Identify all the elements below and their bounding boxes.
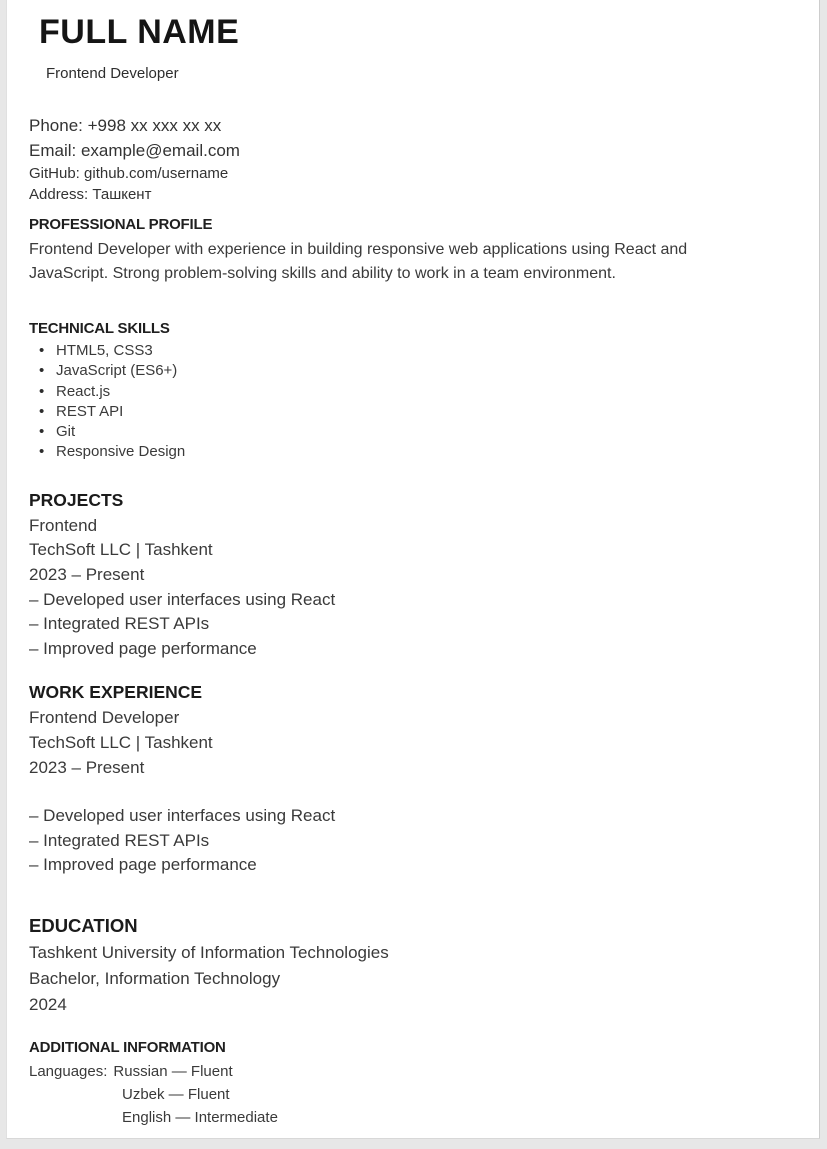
contact-block <box>29 113 795 205</box>
languages-block <box>29 1060 795 1129</box>
section-projects <box>29 489 795 662</box>
language-line: English — Intermediate <box>122 1108 278 1126</box>
skill-item: • REST API <box>29 402 795 422</box>
education-university: Tashkent University of Information Technologies <box>29 942 389 962</box>
education-degree: Bachelor, Information Technology <box>29 968 281 988</box>
experience-entry <box>29 706 795 780</box>
skills-list <box>29 341 795 463</box>
contact-address: Address: Ташкент <box>29 186 152 203</box>
project-bullet: – Developed user interfaces using React <box>29 589 336 609</box>
section-professional-profile <box>29 215 795 285</box>
contact-email: Email: example@email.com <box>29 141 240 160</box>
full-name: FULL NAME <box>39 13 240 51</box>
experience-period: 2023 – Present <box>29 757 145 777</box>
section-work-experience <box>29 681 795 878</box>
profile-text: Frontend Developer with experience in building responsive web applications using React and JavaScript. Strong problem-solving skills and ability to work in a team environment. <box>29 241 688 282</box>
education-heading: EDUCATION <box>29 914 138 936</box>
experience-bullet: – Integrated REST APIs <box>29 830 210 850</box>
contact-github: GitHub: github.com/username <box>29 165 229 182</box>
resume-page <box>6 0 820 1139</box>
education-year: 2024 <box>29 994 67 1014</box>
experience-bullets <box>29 804 795 878</box>
section-additional-information <box>29 1038 795 1129</box>
job-title: Frontend Developer <box>46 65 179 82</box>
experience-heading: WORK EXPERIENCE <box>29 682 203 703</box>
experience-bullet: – Developed user interfaces using React <box>29 806 336 826</box>
skill-item: • Git <box>29 422 795 442</box>
projects-heading: PROJECTS <box>29 489 124 510</box>
language-line: Uzbek — Fluent <box>122 1085 230 1103</box>
skill-item: • JavaScript (ES6+) <box>29 361 795 381</box>
skill-item: • Responsive Design <box>29 442 795 462</box>
language-value: Russian — Fluent <box>113 1062 233 1080</box>
project-entry <box>29 514 795 662</box>
section-education <box>29 914 795 1018</box>
languages-label: Languages: <box>29 1062 108 1080</box>
skill-item: • HTML5, CSS3 <box>29 341 795 361</box>
project-role: Frontend <box>29 515 98 535</box>
project-period: 2023 – Present <box>29 564 145 584</box>
education-entry <box>29 940 795 1018</box>
experience-company: TechSoft LLC | Tashkent <box>29 732 213 752</box>
project-bullet: – Integrated REST APIs <box>29 614 210 634</box>
project-company: TechSoft LLC | Tashkent <box>29 540 213 560</box>
language-line <box>29 1060 795 1083</box>
project-bullet: – Improved page performance <box>29 638 257 658</box>
additional-heading: ADDITIONAL INFORMATION <box>29 1038 226 1056</box>
skill-item: • React.js <box>29 382 795 402</box>
contact-phone: Phone: +998 xx xxx xx xx <box>29 116 222 135</box>
skills-heading: TECHNICAL SKILLS <box>29 320 170 337</box>
profile-heading: PROFESSIONAL PROFILE <box>29 216 213 233</box>
experience-bullet: – Improved page performance <box>29 855 257 875</box>
experience-role: Frontend Developer <box>29 708 180 728</box>
section-technical-skills <box>29 319 795 463</box>
